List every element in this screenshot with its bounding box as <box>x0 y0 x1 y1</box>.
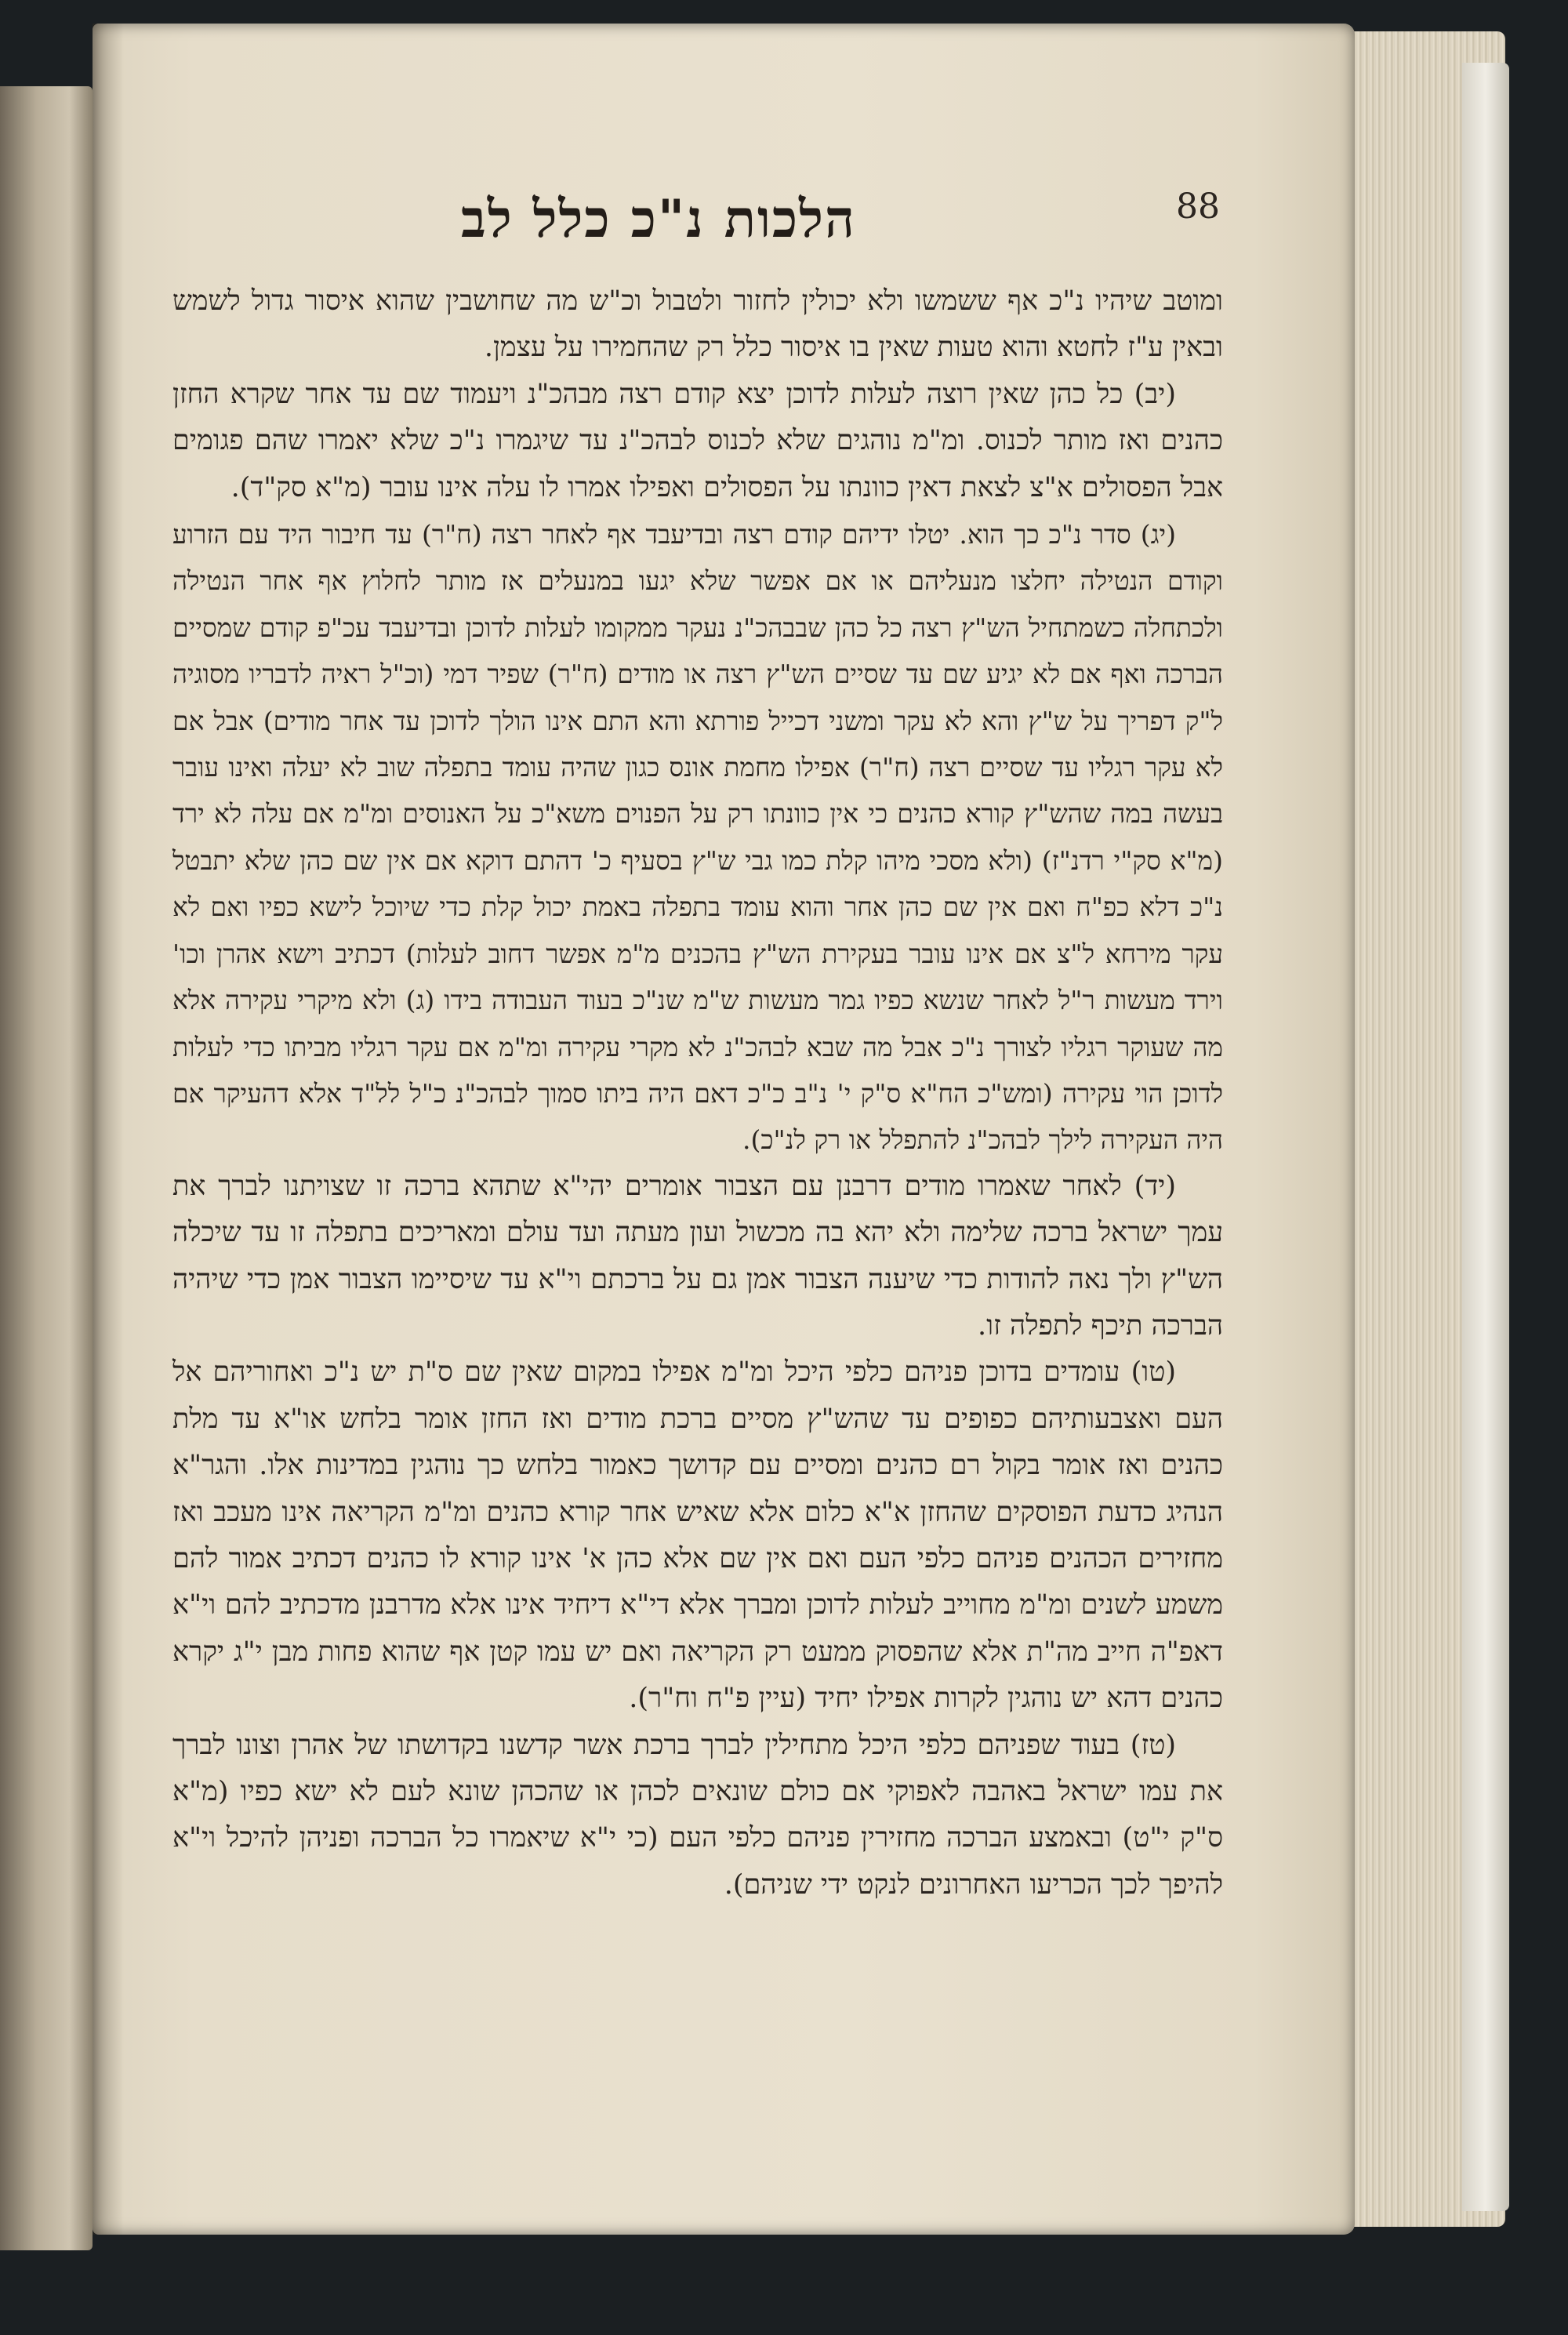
book-cover-edge <box>1462 63 1509 2211</box>
main-text <box>172 278 1223 1908</box>
facing-page-edge <box>0 86 93 2250</box>
paragraph: (טז) בעוד שפניהם כלפי היכל מתחילין לברך ברכת אשר קדשנו בקדושתו של אהרן וצונו לברך את עמו ישראל באהבה לאפוקי אם כולם שונאים לכהן או שהכהן שונא לעם לא ישא כפיו (מ"א ס"ק י"ט) ובאמצע הברכה מחזירין פניהם כלפי העם (כי י"א שיאמרו כל הברכה ופניהן להיכל וי"א להיפך לכך הכריעו האחרונים לנקט ידי שניהם). <box>172 1729 1223 1901</box>
paragraph: (יד) לאחר שאמרו מודים דרבנן עם הצבור אומרים יהי"א שתהא ברכה זו שצויתנו לברך את עמך ישראל ברכה שלימה ולא יהא בה מכשול ועון מעתה ועד עולם ומאריכים בתפלה זו עד שיכלה הש"ץ ולך נאה להודות כדי שיענה הצבור אמן גם על ברכתם וי"א עד שיסיימו הצבור אמן כדי שיהיה הברכה תיכף לתפלה זו. <box>172 1170 1223 1342</box>
running-header: הלכות נ"כ כלל לב <box>461 188 856 249</box>
gutter-shadow <box>93 24 124 2235</box>
paragraph: (טו) עומדים בדוכן פניהם כלפי היכל ומ"מ אפילו במקום שאין שם ס"ת יש נ"כ ואחוריהם אל העם ואצבעותיהם כפופים עד שהש"ץ מסיים ברכת מודים ואז החזן אומר בלחש או"א עד מלת כהנים ואז אומר בקול רם כהנים ומסיים עם קדושך כאמור בלחש כך נוהגין במדינות אלו. והגר"א הנהיג כדעת הפוסקים שהחזן א"א כלום אלא שאיש אחר קורא כהנים ומ"מ הקריאה אינו מעכב ואז מחזירים הכהנים פניהם כלפי העם ואם אין שם אלא כהן א' אינו קורא לו כהנים דכתיב אמור להם משמע לשנים ומ"מ מחוייב לעלות לדוכן ומברך אלא די"א דיחיד אינו אלא מדרבנן מדכתיב להם וי"א דאפ"ה חייב מה"ת אלא שהפסוק ממעט רק הקריאה ואם יש עמו קטן אף שהוא פחות מבן י"ג יקרא כהנים דהא יש נוהגין לקרות אפילו יחיד (עיין פ"ח וח"ר). <box>172 1356 1223 1715</box>
page-number: 88 <box>1176 187 1220 227</box>
paragraph: ומוטב שיהיו נ"כ אף ששמשו ולא יכולין לחזור ולטבול וכ"ש מה שחושבין שהוא איסור גדול לשמש ובאין ע"ז לחטא והוא טעות שאין בו איסור כלל רק שהחמירו על עצמן. <box>172 285 1223 364</box>
paragraph: (יב) כל כהן שאין רוצה לעלות לדוכן יצא קודם רצה מבהכ"נ ויעמוד שם עד אחר שקרא החזן כהנים ואז מותר לכנוס. ומ"מ נוהגים שלא לכנוס לבהכ"נ עד שיגמרו נ"כ שלא יאמרו שהם פגומים אבל הפסולים א"צ לצאת דאין כוונתו על הפסולים ואפילו אמרו לו עלה אינו עובר (מ"א סק"ד). <box>172 378 1223 503</box>
paragraph: (יג) סדר נ"כ כך הוא. יטלו ידיהם קודם רצה ובדיעבד אף לאחר רצה (ח"ר) עד חיבור היד עם הזרוע וקודם הנטילה יחלצו מנעליהם או אם אפשר שלא יגעו במנעלים אז מותר לחלוץ אף אחר הנטילה ולכתחלה כשמתחיל הש"ץ רצה כל כהן שבבהכ"נ נעקר ממקומו לעלות לדוכן ובדיעבד עכ"פ קודם שמסיים הברכה ואף אם לא יגיע שם עד שסיים הש"ץ רצה או מודים (ח"ר) שפיר דמי (וכ"ל ראיה לדבריו מסוגיה ל"ק דפריך על ש"ץ והא לא עקר ומשני דכייל פורתא והא התם אינו הולך לדוכן עד אחר מודים) אבל אם לא עקר רגליו עד שסיים רצה (ח"ר) אפילו מחמת אונס כגון שהיה עומד בתפלה שוב לא יעלה ואינו עובר בעשה במה שהש"ץ קורא כהנים כי אין כוונתו רק על הפנוים משא"כ על האנוסים ומ"מ אם עלה לא ירד (מ"א סק"י רדנ"ז) (ולא מסכי מיהו קלת כמו גבי ש"ץ בסעיף כ' דהתם דוקא אם אין שם כהן שלא יתבטל נ"כ דלא כפ"ח ואם אין שם כהן אחר והוא עומד בתפלה באמת יכול קלת כדי שיוכל לישא כפיו ואם לא עקר מירחא ל"צ אם אינו עובר בעקירת הש"ץ בהכנים מ"מ אפשר דחוב לעלות) דכתיב וישא אהרן וכו' וירד מעשות ר"ל לאחר שנשא כפיו גמר מעשות ש"מ שנ"כ בעוד העבודה בידו (ג) ולא מיקרי עקירה אלא מה שעוקר רגליו לצורך נ"כ אבל מה שבא לבהכ"נ לא מקרי עקירה ומ"מ אם עקר רגליו מביתו כדי לעלות לדוכן הוי עקירה (ומש"כ הח"א ס"ק י' נ"ב כ"כ דאם היה ביתו סמוך לבהכ"נ כ"ל לל"ד אלא דהעיקר אם היה העקירה לילך לבהכ"נ להתפלל או רק לנ"כ). <box>172 519 1223 1156</box>
